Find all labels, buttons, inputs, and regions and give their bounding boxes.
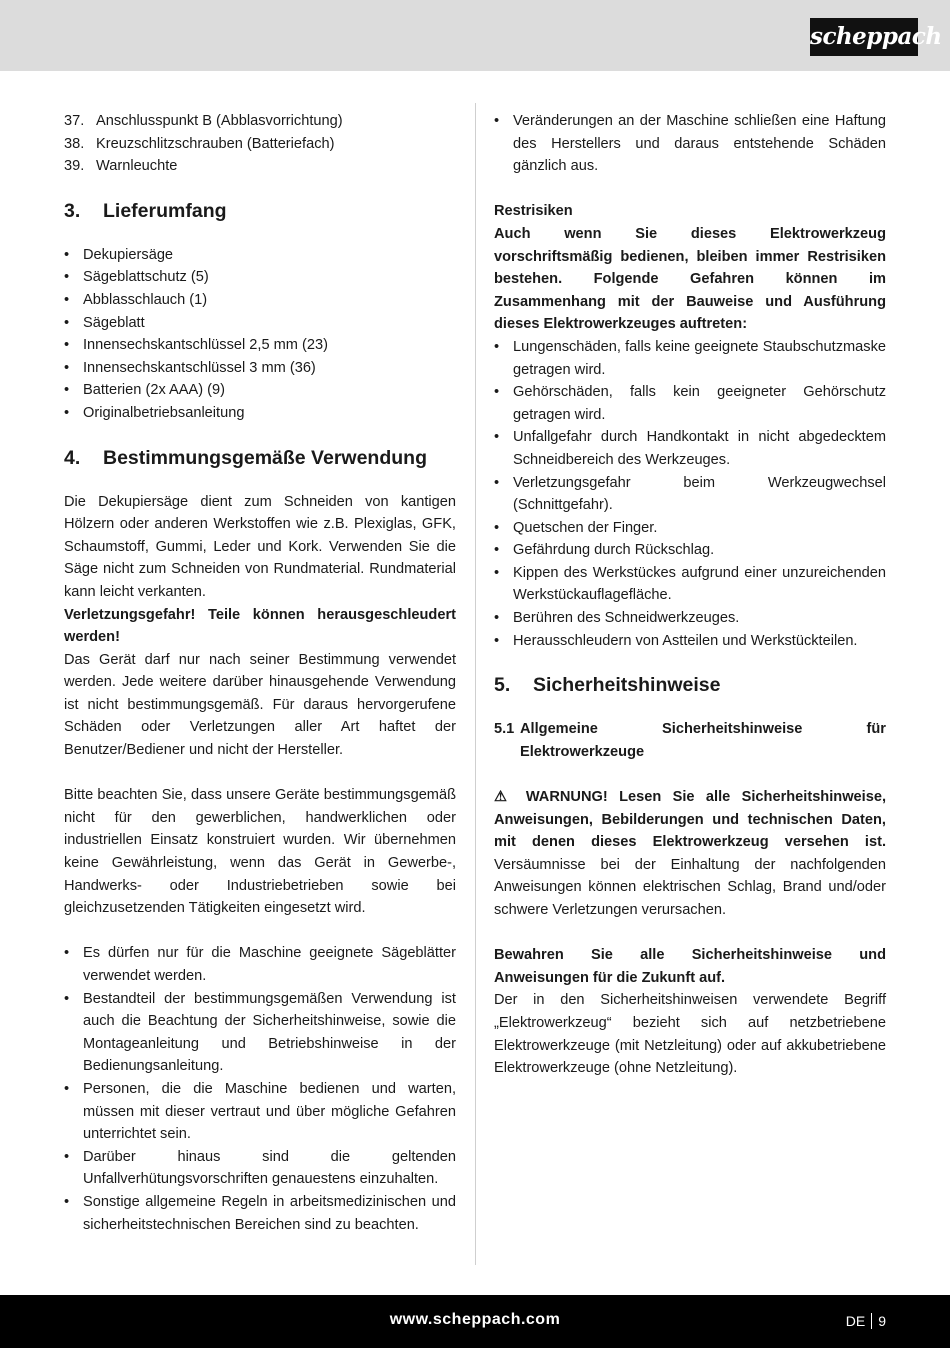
list-item: • Abblasschlauch (1) (64, 289, 456, 312)
power-tool-definition: Der in den Sicherheitshinweisen verwendete Begriff „Elektrowerkzeug“ bezieht sich auf netzbetriebene Elektrowerkzeuge (mit Netzleitung) oder auf akkubetriebene Elektrowerkzeuge (ohne Netzleitung). (494, 992, 886, 1077)
residual-risks-list (494, 336, 886, 652)
section-4-heading: 4. Bestimmungsgemäße Verwendung (64, 446, 427, 469)
list-item: • Es dürfen nur für die Maschine geeignete Sägeblätter verwendet werden. (64, 942, 456, 987)
list-item: • Innensechskantschlüssel 3 mm (36) (64, 357, 456, 380)
website-link[interactable]: www.scheppach.com (389, 1311, 561, 1328)
list-item: • Personen, die die Maschine bedienen und warten, müssen mit dieser vertraut und über mögliche Gefahren unterrichtet sein. (64, 1078, 456, 1146)
list-item: • Veränderungen an der Maschine schließen eine Haftung des Herstellers und daraus entstehende Schäden gänzlich aus. (494, 110, 886, 178)
warning-icon: ⚠ (494, 789, 515, 806)
section-5-heading: 5. Sicherheitshinweise (494, 674, 721, 697)
residual-risks-heading: Restrisiken (494, 203, 573, 220)
right-column (494, 110, 886, 1080)
list-item: • Verletzungsgefahr beim Werkzeugwechsel (Schnittgefahr). (494, 472, 886, 517)
parts-list-item: 38. Kreuzschlitzschrauben (Batteriefach) (64, 135, 335, 152)
modification-list (494, 110, 886, 178)
page-indicator (846, 1310, 886, 1333)
list-item: • Sonstige allgemeine Regeln in arbeitsmedizinischen und sicherheitstechnischen Bereichen sind zu beachten. (64, 1191, 456, 1236)
parts-list-item: 39. Warnleuchte (64, 158, 178, 175)
page-number: 9 (878, 1313, 886, 1329)
header-bar (0, 0, 950, 71)
list-item: • Sägeblatt (64, 312, 456, 335)
list-item: • Herausschleudern von Astteilen und Werkstückteilen. (494, 630, 886, 653)
section-5-1-heading: 5.1 Allgemeine Sicherheitshinweise für Elektrowerkzeuge (494, 721, 886, 760)
left-column (64, 110, 456, 1236)
footer-bar (0, 1295, 950, 1348)
list-item: • Lungenschäden, falls keine geeignete Staubschutzmaske getragen wird. (494, 336, 886, 381)
list-item: • Bestandteil der bestimmungsgemäßen Verwendung ist auch die Beachtung der Sicherheitshinweise, sowie die Montageanleitung und Betriebshinweise in der Bedienungsanleitung. (64, 988, 456, 1078)
list-item: • Darüber hinaus sind die geltenden Unfallverhütungsvorschriften genauestens einzuhalten. (64, 1146, 456, 1191)
list-item: • Innensechskantschlüssel 2,5 mm (23) (64, 334, 456, 357)
commercial-use-paragraph: Bitte beachten Sie, dass unsere Geräte bestimmungsgemäß nicht für den gewerblichen, handwerklichen oder industriellen Einsatz konstruiert wurden. Wir übernehmen keine Gewährleistung, wenn das Gerät in Gewerbe-, Handwerks- oder Industriebetrieben sowie bei gleichzusetzenden Tätigkeiten eingesetzt wird. (64, 787, 456, 917)
parts-list-item: 37. Anschlusspunkt B (Abblasvorrichtung) (64, 113, 343, 129)
list-item: • Quetschen der Finger. (494, 517, 886, 540)
column-divider (475, 103, 476, 1265)
list-item: • Originalbetriebsanleitung (64, 402, 456, 425)
list-item: • Gefährdung durch Rückschlag. (494, 539, 886, 562)
list-item: • Sägeblattschutz (5) (64, 266, 456, 289)
general-warning-paragraph: ⚠ WARNUNG! Lesen Sie alle Sicherheitshinweise, Anweisungen, Bebilderungen und technischen Daten, mit denen dieses Elektrowerkzeug versehen ist. Versäumnisse bei der Einhaltung der nachfolgenden Anweisungen können elektrischen Schlag, Brand und/oder schwere Verletzungen verursachen. (494, 789, 887, 918)
list-item: • Gehörschäden, falls kein geeigneter Gehörschutz getragen wird. (494, 381, 886, 426)
brand-logo: scheppach (810, 18, 918, 56)
residual-risks-intro: Auch wenn Sie dieses Elektrowerkzeug vorschriftsmäßig bedienen, bleiben immer Restrisiken bestehen. Folgende Gefahren können im Zusammenhang mit der Bauweise und Ausführung dieses Elektrowerkzeuges auftreten: (494, 225, 886, 333)
parts-list (64, 110, 456, 178)
list-item: • Dekupiersäge (64, 244, 456, 267)
list-item: • Berühren des Schneidwerkzeuges. (494, 607, 886, 630)
liability-paragraph: Das Gerät darf nur nach seiner Bestimmung verwendet werden. Jede weitere darüber hinausgehende Verwendung ist nicht bestimmungsgemäß. Für daraus hervorgerufene Schäden oder Verletzungen aller Art haftet der Benutzer/Bediener und nicht der Hersteller. (64, 651, 456, 759)
scope-of-delivery-list (64, 244, 456, 425)
keep-instructions-paragraph: Bewahren Sie alle Sicherheitshinweise und Anweisungen für die Zukunft auf. (494, 947, 886, 986)
injury-warning: Verletzungsgefahr! Teile können herausgeschleudert werden! (64, 606, 456, 646)
list-item: • Batterien (2x AAA) (9) (64, 379, 456, 402)
section-3-heading: 3. Lieferumfang (64, 199, 227, 222)
usage-rules-list (64, 942, 456, 1236)
list-item: • Unfallgefahr durch Handkontakt in nicht abgedecktem Schneidbereich des Werkzeuges. (494, 426, 886, 471)
list-item: • Kippen des Werkstückes aufgrund einer unzureichenden Werkstückauflagefläche. (494, 562, 886, 607)
intended-use-paragraph: Die Dekupiersäge dient zum Schneiden von kantigen Hölzern oder anderen Werkstoffen wie z.B. Plexiglas, GFK, Schaumstoff, Gummi, Leder und Kork. Verwenden Sie die Säge nicht zum Schneiden von Rundmaterial. Rundmaterial kann leicht verkanten. (64, 493, 456, 600)
language-code: DE (845, 1313, 866, 1329)
